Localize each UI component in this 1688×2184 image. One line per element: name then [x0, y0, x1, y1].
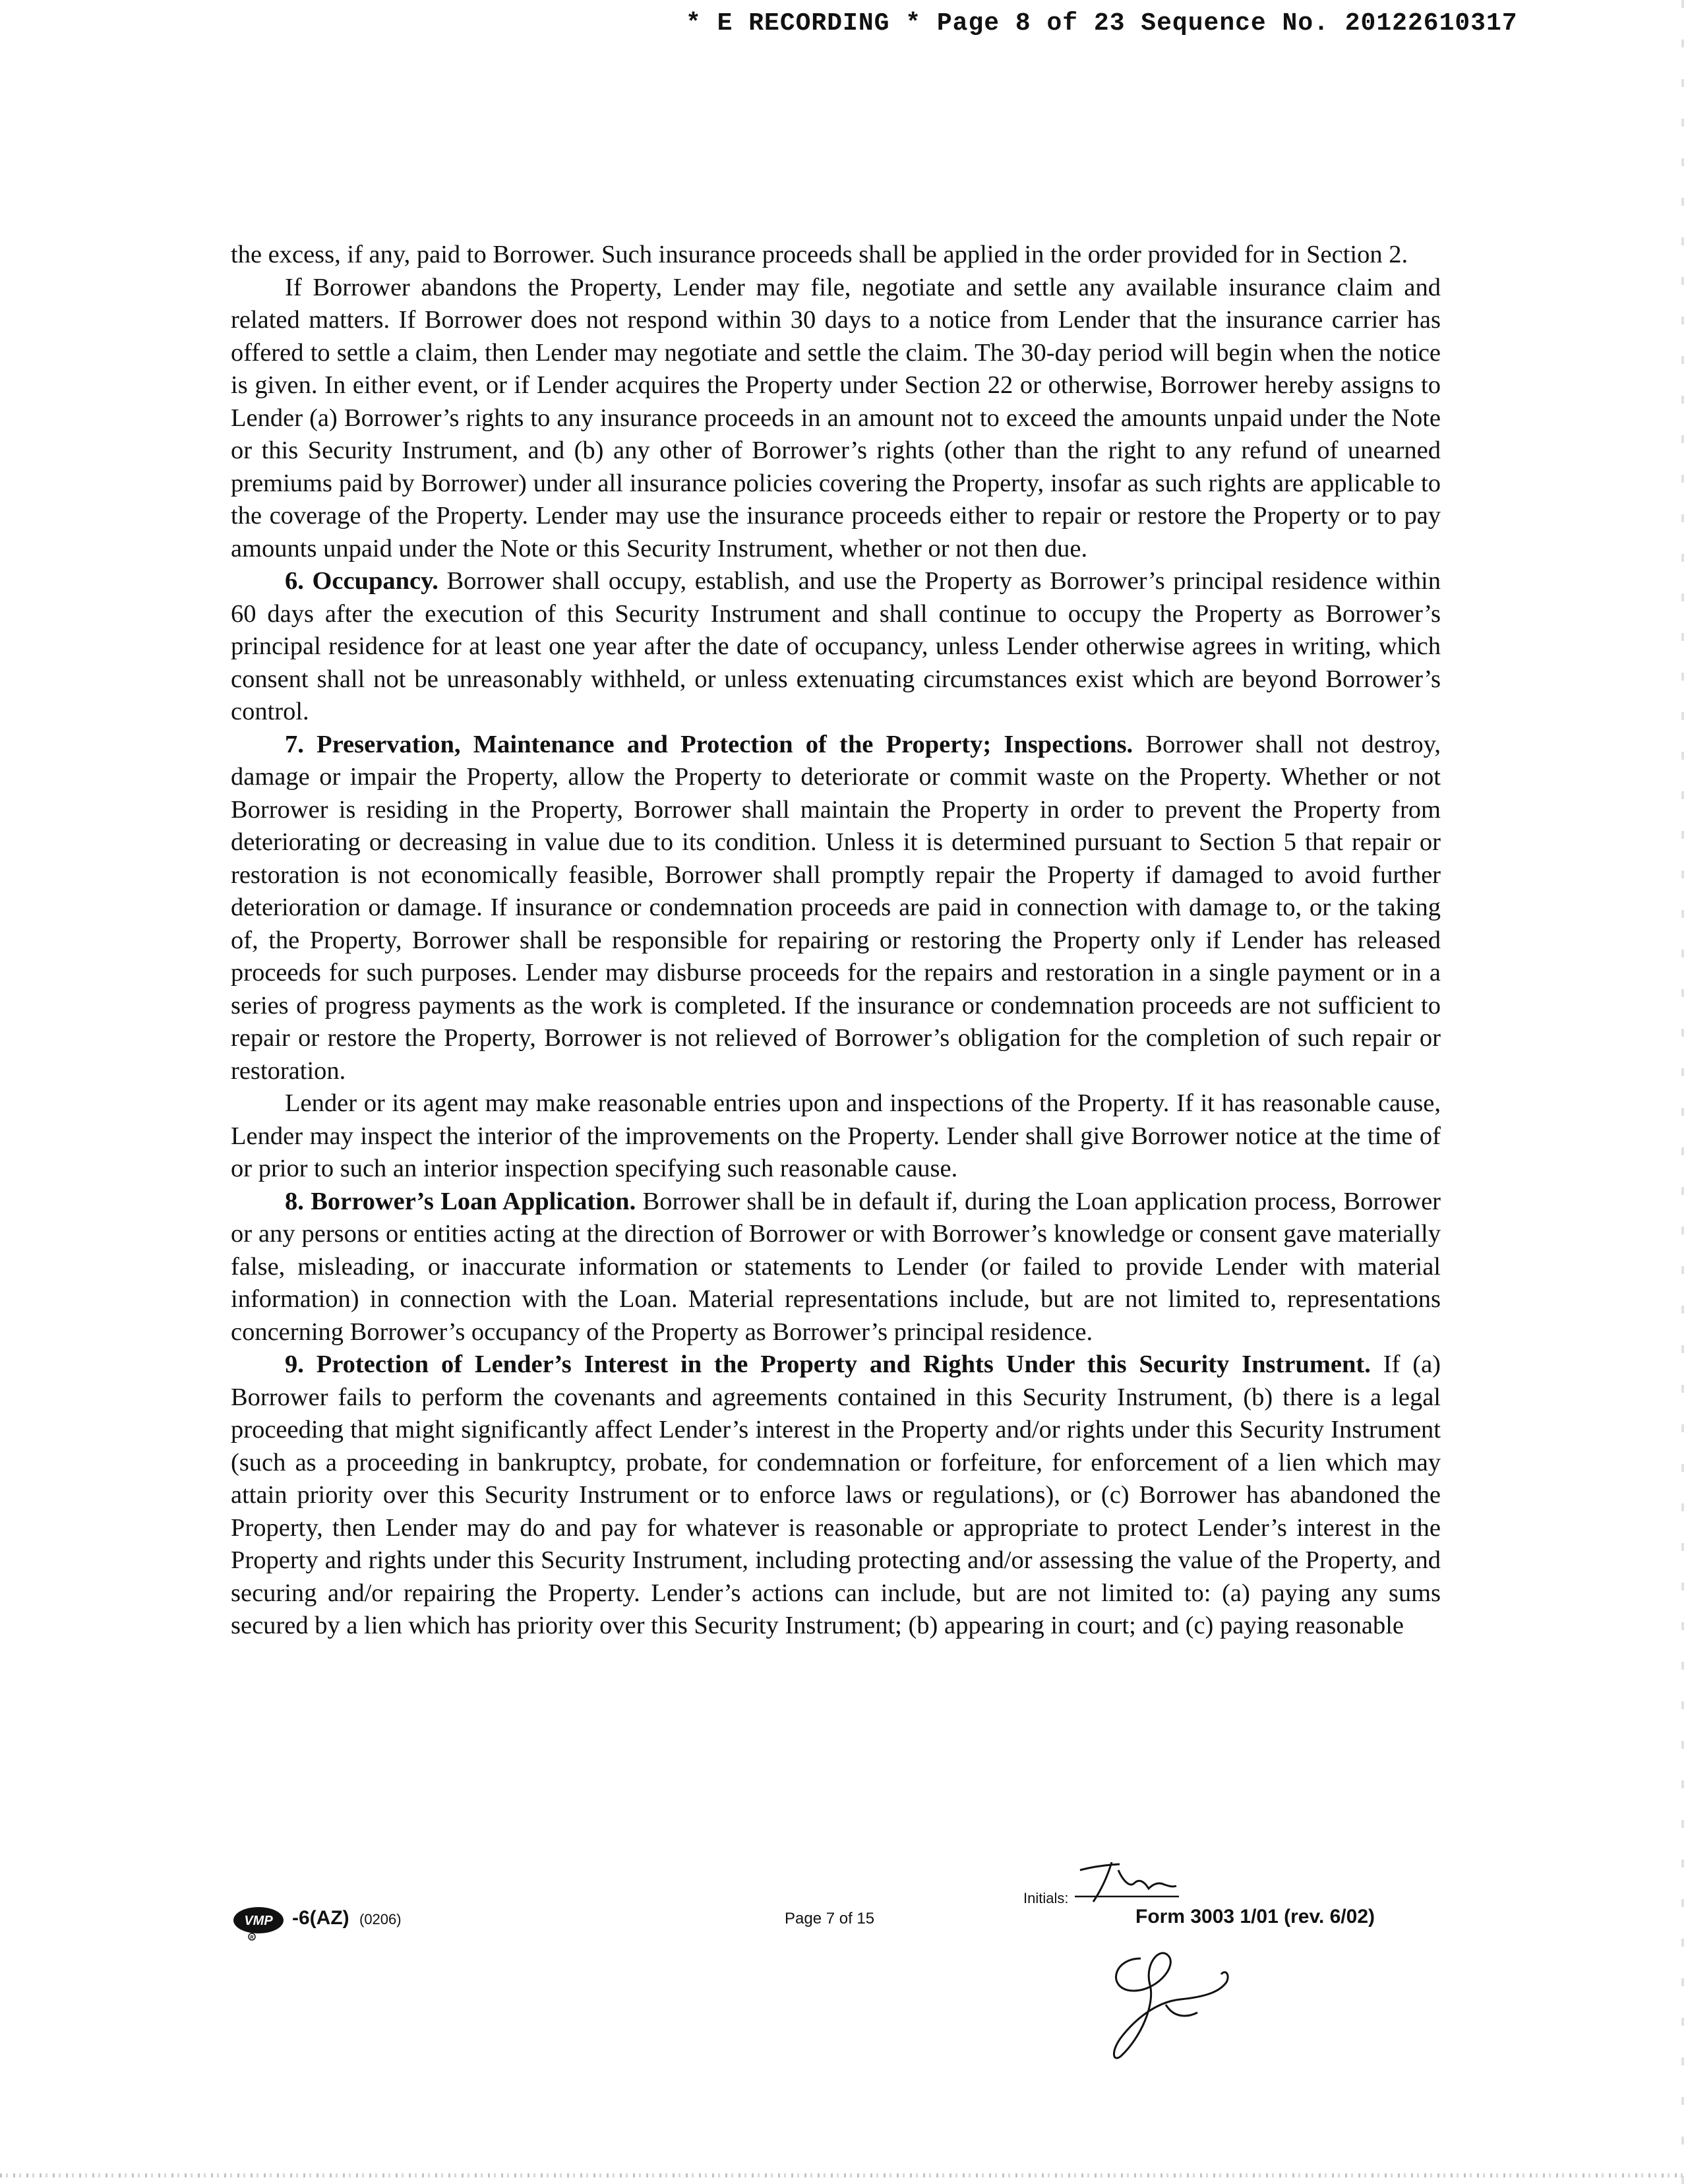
form-code: -6(AZ) [292, 1907, 349, 1929]
page-number: Page 7 of 15 [785, 1910, 875, 1927]
scan-margin-artifact [1681, 0, 1684, 2184]
paragraph-text: Borrower shall be in default if, during the Loan application process, Borrower or any persons or entities acting at the direction of Borrower or with Borrower’s knowledge or consent gave materially false, misleading, or inaccurate information or statements to Lender (or failed to provide Lender with material information) in connection with the Loan. Material representations include, but are not limited to, representations concerning Borrower’s occupancy of the Property as Borrower’s principal residence. [231, 1187, 1441, 1346]
section-8-loan-application [231, 1186, 1441, 1349]
section-9-protection [231, 1349, 1441, 1643]
form-number: Form 3003 1/01 (rev. 6/02) [1135, 1906, 1375, 1927]
svg-text:VMP: VMP [244, 1914, 273, 1928]
signature-handwriting [1081, 1939, 1266, 2064]
paragraph-text: the excess, if any, paid to Borrower. Such insurance proceeds shall be applied in the order provided for in Section 2. [231, 241, 1408, 268]
paragraph-text: Borrower shall not destroy, damage or impair the Property, allow the Property to deteriorate or commit waste on the Property. Whether or not Borrower is residing in the Property, Borrower shall maintain the Property in order to prevent the Property from deteriorating or decreasing in value due to its condition. Unless it is determined pursuant to Section 5 that repair or restoration is not economically feasible, Borrower shall promptly repair the Property if damaged to avoid further deterioration or damage. If insurance or condemnation proceeds are paid in connection with damage to, or the taking of, the Property, Borrower shall be responsible for repairing or restoring the Property only if Lender has released proceeds for such purposes. Lender may disburse proceeds for the repairs and restoration in a single payment or in a series of progress payments as the work is completed. If the insurance or condemnation proceeds are not sufficient to repair or restore the Property, Borrower is not relieved of Borrower’s obligation for the completion of such repair or restoration. [231, 730, 1441, 1085]
section-7-preservation [231, 729, 1441, 1088]
form-revision: (0206) [359, 1911, 402, 1927]
section-heading: 6. Occupancy. [285, 567, 438, 595]
section-heading: 9. Protection of Lender’s Interest in the Property and Rights Under this Security Instrument. [285, 1350, 1371, 1378]
paragraph-text: If Borrower abandons the Property, Lender may file, negotiate and settle any available insurance claim and related matters. If Borrower does not respond within 30 days to a notice from Lender that the insurance carrier has offered to settle a claim, then Lender may negotiate and settle the claim. The 30-day period will begin when the notice is given. In either event, or if Lender acquires the Property under Section 22 or otherwise, Borrower hereby assigns to Lender (a) Borrower’s rights to any insurance proceeds in an amount not to exceed the amounts unpaid under the Note or this Security Instrument, and (b) any other of Borrower’s rights (other than the right to any refund of unearned premiums paid by Borrower) under all insurance policies covering the Property, insofar as such rights are applicable to the coverage of the Property. Lender may use the insurance proceeds either to repair or restore the Property or to pay amounts unpaid under the Note or this Security Instrument, whether or not then due. [231, 273, 1441, 562]
document-body [231, 239, 1441, 1643]
scan-edge-artifact [0, 2173, 1688, 2177]
svg-text:R: R [250, 1935, 254, 1940]
paragraph-text: If (a) Borrower fails to perform the covenants and agreements contained in this Security Instrument, (b) there is a legal proceeding that might significantly affect Lender’s interest in the Property and/or rights under this Security Instrument (such as a proceeding in bankruptcy, probate, for condemnation or forfeiture, for enforcement of a lien which may attain priority over this Security Instrument or to enforce laws or regulations), or (c) Borrower has abandoned the Property, then Lender may do and pay for whatever is reasonable or appropriate to protect Lender’s interest in the Property and rights under this Security Instrument, including protecting and/or assessing the value of the Property, and securing and/or repairing the Property. Lender’s actions can include, but are not limited to: (a) paying any sums secured by a lien which has priority over this Security Instrument; (b) appearing in court; and (c) paying reasonable [231, 1350, 1441, 1639]
section-heading: 8. Borrower’s Loan Application. [285, 1187, 636, 1215]
initials-label: Initials: [1023, 1890, 1069, 1906]
paragraph-excess [231, 239, 1441, 272]
section-6-occupancy [231, 565, 1441, 729]
vmp-logo [232, 1904, 291, 1941]
initials-handwriting [1068, 1853, 1180, 1906]
paragraph-abandonment [231, 272, 1441, 566]
section-heading: 7. Preservation, Maintenance and Protection of the Property; Inspections. [285, 730, 1133, 758]
recording-header: * E RECORDING * Page 8 of 23 Sequence No. 20122610317 [686, 9, 1518, 38]
page-footer [0, 1873, 1688, 2071]
paragraph-text: Borrower shall occupy, establish, and use the Property as Borrower’s principal residence within 60 days after the execution of this Security Instrument and shall continue to occupy the Property as Borrower’s principal residence for at least one year after the date of occupancy, unless Lender otherwise agrees in writing, which consent shall not be unreasonably withheld, or unless extenuating circumstances exist which are beyond Borrower’s control. [231, 567, 1441, 725]
paragraph-text: Lender or its agent may make reasonable entries upon and inspections of the Property. If it has reasonable cause, Lender may inspect the interior of the improvements on the Property. Lender shall give Borrower notice at the time of or prior to such an interior inspection specifying such reasonable cause. [231, 1089, 1441, 1182]
paragraph-inspections [231, 1087, 1441, 1186]
